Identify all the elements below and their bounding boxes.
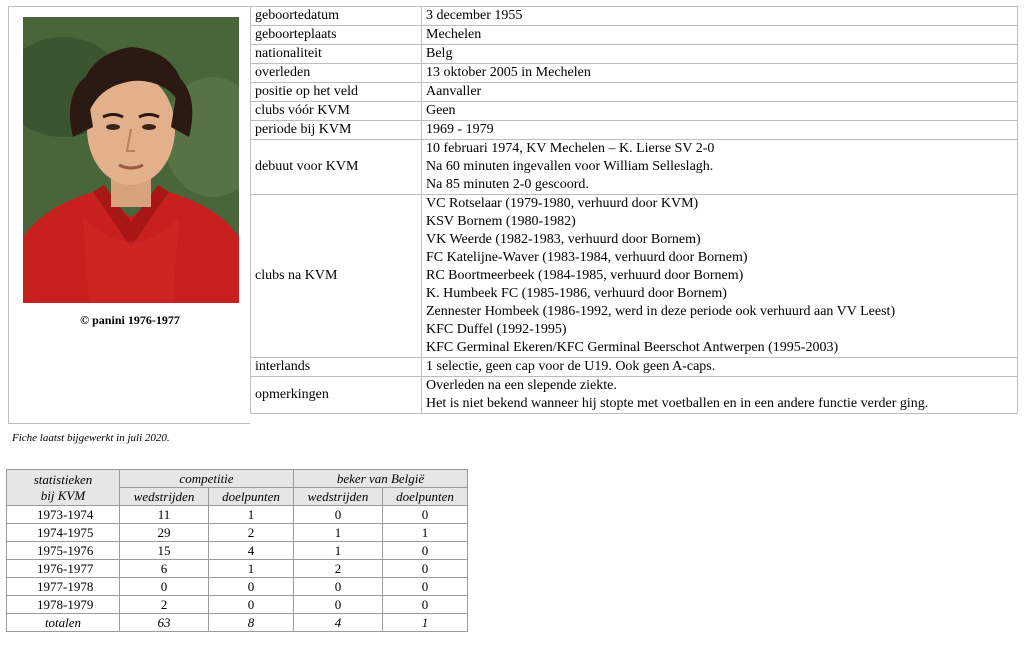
- info-value: [422, 26, 1018, 45]
- season-label: 1978-1979: [7, 596, 120, 614]
- info-value-line: 10 februari 1974, KV Mechelen – K. Lierse SV 2-0: [426, 141, 715, 156]
- info-value-line: K. Humbeek FC (1985-1986, verhuurd door Bornem): [426, 286, 727, 301]
- stat-cell: 0: [383, 578, 468, 596]
- season-row: [7, 542, 468, 560]
- info-value-line: 1969 - 1979: [426, 122, 494, 137]
- season-label: 1975-1976: [7, 542, 120, 560]
- group-header-competitie: competitie: [120, 470, 294, 488]
- stat-cell: 0: [383, 542, 468, 560]
- info-value-line: RC Boortmeerbeek (1984-1985, verhuurd door Bornem): [426, 268, 744, 283]
- info-value-line: Na 85 minuten 2-0 gescoord.: [426, 177, 589, 192]
- stat-cell: 2: [294, 560, 383, 578]
- info-value-line: Aanvaller: [426, 84, 482, 99]
- info-value: [422, 83, 1018, 102]
- stat-cell: 15: [120, 542, 209, 560]
- info-value-line: Na 60 minuten ingevallen voor William Selleslagh.: [426, 159, 714, 174]
- info-row: [251, 377, 1018, 414]
- player-portrait-image: [23, 17, 239, 303]
- info-row: [251, 121, 1018, 140]
- subheader-doelpunten: doelpunten: [209, 488, 294, 506]
- stat-cell: 0: [383, 596, 468, 614]
- total-cell: 4: [294, 614, 383, 632]
- info-label: periode bij KVM: [251, 121, 422, 140]
- info-row: [251, 83, 1018, 102]
- total-cell: 1: [383, 614, 468, 632]
- info-value-line: 3 december 1955: [426, 8, 523, 23]
- info-label: nationaliteit: [251, 45, 422, 64]
- stat-cell: 0: [209, 578, 294, 596]
- info-value: [422, 102, 1018, 121]
- stat-cell: 0: [294, 578, 383, 596]
- info-value-line: Overleden na een slepende ziekte.: [426, 378, 617, 393]
- info-row: [251, 26, 1018, 45]
- stat-cell: 6: [120, 560, 209, 578]
- info-value: [422, 358, 1018, 377]
- info-value-line: VK Weerde (1982-1983, verhuurd door Bornem): [426, 232, 701, 247]
- info-value-line: 13 oktober 2005 in Mechelen: [426, 65, 591, 80]
- stats-corner-header: [7, 470, 120, 506]
- player-photo: [23, 17, 239, 303]
- info-label: geboortedatum: [251, 7, 422, 26]
- info-value-line: Belg: [426, 46, 453, 61]
- info-label: clubs na KVM: [251, 195, 422, 358]
- player-info-table: [250, 6, 1018, 414]
- info-label: geboorteplaats: [251, 26, 422, 45]
- info-row: [251, 64, 1018, 83]
- season-row: [7, 506, 468, 524]
- info-value-line: Geen: [426, 103, 456, 118]
- season-label: 1974-1975: [7, 524, 120, 542]
- season-row: [7, 596, 468, 614]
- stat-cell: 0: [209, 596, 294, 614]
- info-value-line: Het is niet bekend wanneer hij stopte met voetballen en in een andere functie verder ging.: [426, 396, 929, 411]
- info-value: [422, 64, 1018, 83]
- subheader-doelpunten: doelpunten: [383, 488, 468, 506]
- season-label: 1973-1974: [7, 506, 120, 524]
- info-value: [422, 140, 1018, 195]
- stat-cell: 29: [120, 524, 209, 542]
- info-value-line: KFC Germinal Ekeren/KFC Germinal Beerschot Antwerpen (1995-2003): [426, 340, 839, 355]
- stats-corner-line2: bij KVM: [40, 487, 86, 503]
- stat-cell: 0: [120, 578, 209, 596]
- stat-cell: 4: [209, 542, 294, 560]
- info-row: [251, 195, 1018, 358]
- info-value: [422, 45, 1018, 64]
- info-row: [251, 7, 1018, 26]
- photo-caption: © panini 1976-1977: [80, 313, 180, 327]
- total-cell: 8: [209, 614, 294, 632]
- info-row: [251, 45, 1018, 64]
- stat-cell: 1: [209, 506, 294, 524]
- info-value-line: KFC Duffel (1992-1995): [426, 322, 567, 337]
- subheader-wedstrijden: wedstrijden: [120, 488, 209, 506]
- info-label: clubs vóór KVM: [251, 102, 422, 121]
- info-label: positie op het veld: [251, 83, 422, 102]
- info-value-line: KSV Bornem (1980-1982): [426, 214, 576, 229]
- totals-row: [7, 614, 468, 632]
- info-value: [422, 377, 1018, 414]
- subheader-wedstrijden: wedstrijden: [294, 488, 383, 506]
- stat-cell: 1: [294, 542, 383, 560]
- info-label: interlands: [251, 358, 422, 377]
- info-label: overleden: [251, 64, 422, 83]
- stats-corner-line1: statistieken: [33, 471, 93, 487]
- info-value: [422, 195, 1018, 358]
- info-label: opmerkingen: [251, 377, 422, 414]
- season-row: [7, 578, 468, 596]
- stat-cell: 1: [383, 524, 468, 542]
- info-row: [251, 102, 1018, 121]
- stat-cell: 2: [209, 524, 294, 542]
- group-header-beker: beker van België: [294, 470, 468, 488]
- info-label: debuut voor KVM: [251, 140, 422, 195]
- stat-cell: 0: [294, 596, 383, 614]
- info-value-line: FC Katelijne-Waver (1983-1984, verhuurd door Bornem): [426, 250, 748, 265]
- info-value-line: 1 selectie, geen cap voor de U19. Ook geen A-caps.: [426, 359, 716, 374]
- season-row: [7, 524, 468, 542]
- stat-cell: 1: [209, 560, 294, 578]
- info-value: [422, 7, 1018, 26]
- stat-cell: 2: [120, 596, 209, 614]
- total-cell: 63: [120, 614, 209, 632]
- stat-cell: 1: [294, 524, 383, 542]
- info-row: [251, 358, 1018, 377]
- season-label: 1976-1977: [7, 560, 120, 578]
- info-value-line: Mechelen: [426, 27, 482, 42]
- statistics-table: [6, 469, 468, 632]
- season-label: 1977-1978: [7, 578, 120, 596]
- stat-cell: 11: [120, 506, 209, 524]
- totals-label: totalen: [7, 614, 120, 632]
- info-value: [422, 121, 1018, 140]
- last-updated-note: Fiche laatst bijgewerkt in juli 2020.: [12, 432, 170, 444]
- info-value-line: VC Rotselaar (1979-1980, verhuurd door KVM): [426, 196, 699, 211]
- info-row: [251, 140, 1018, 195]
- info-value-line: Zennester Hombeek (1986-1992, werd in deze periode ook verhuurd aan VV Leest): [426, 304, 896, 319]
- stat-cell: 0: [383, 506, 468, 524]
- stat-cell: 0: [383, 560, 468, 578]
- stat-cell: 0: [294, 506, 383, 524]
- photo-cell: [8, 6, 250, 424]
- season-row: [7, 560, 468, 578]
